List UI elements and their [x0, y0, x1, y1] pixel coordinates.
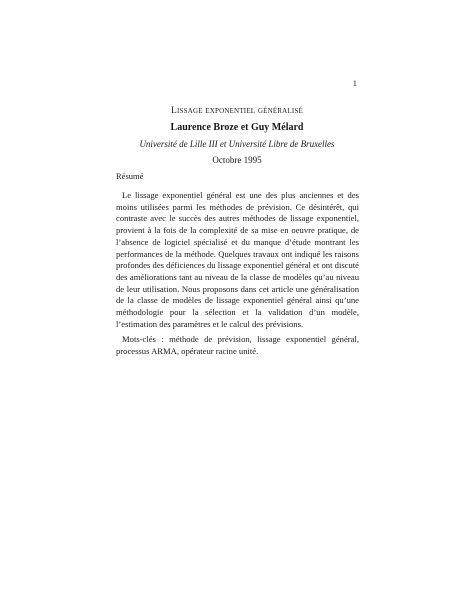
- title-block: [0, 104, 474, 167]
- paper-title: Lissage exponentiel généralisé: [170, 106, 304, 116]
- page-number: 1: [352, 78, 357, 88]
- authors: Laurence Broze et Guy Mélard: [170, 122, 304, 133]
- date: Octobre 1995: [212, 155, 262, 165]
- keywords: Mots-clés : méthode de prévision, lissage exponentiel général, processus ARMA, opérateur racine unité.: [116, 334, 359, 357]
- abstract-heading: Résumé: [116, 171, 144, 181]
- abstract: [116, 171, 359, 358]
- abstract-text: Le lissage exponentiel général est une des plus anciennes et des moins utilisées parmi les méthodes de prévision. Ce désintérêt, qui contraste avec le succès des autres méthodes de lissage exponentiel, provient à la fois de la complexité de sa mise en oeuvre pratique, de l’absence de logiciel spécialisé et du manque d’étude montrant les performances de la méthode. Quelques travaux ont indiqué les raisons profondes des déficiences du lissage exponentiel général et ont discuté des améliorations tant au niveau de la classe de modèles qu’au niveau de leur utilisation. Nous proposons dans cet article une généralisation de la classe de modèles de lissage exponentiel général ainsi qu’une méthodologie pour la sélection et la validation d’un modèle, l’estimation des paramètres et le calcul des prévisions.: [116, 190, 359, 329]
- affiliation: Université de Lille III et Université Libre de Bruxelles: [139, 139, 335, 149]
